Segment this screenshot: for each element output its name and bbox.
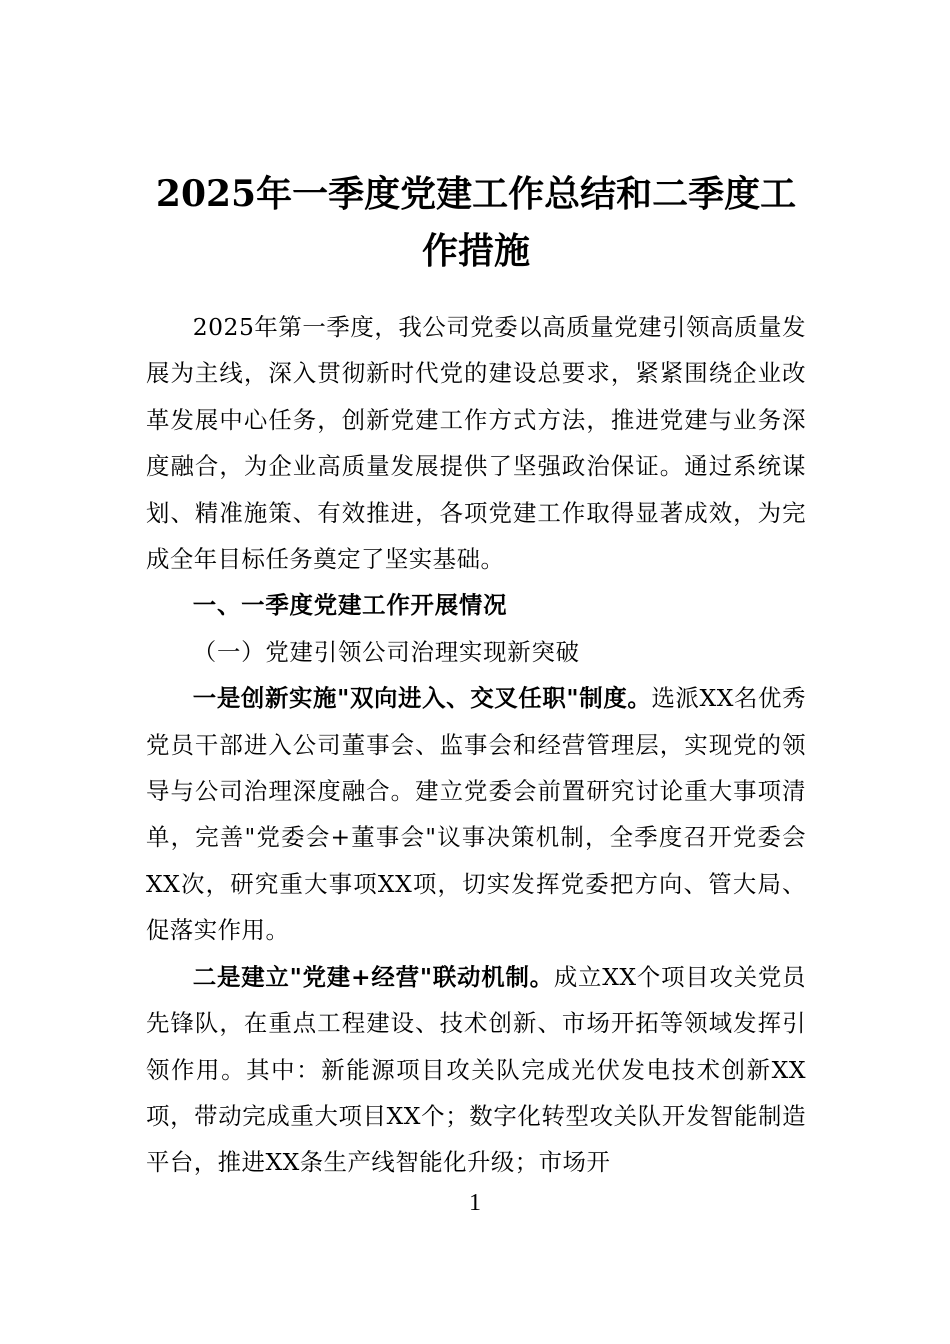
- point-2-lead: 二是建立"党建+经营"联动机制。: [192, 962, 554, 991]
- subsection-heading-1: （一）党建引领公司治理实现新突破: [192, 637, 580, 666]
- point-paragraph-1: [146, 675, 806, 953]
- section-heading-1: 一、一季度党建工作开展情况: [192, 591, 508, 620]
- page-number: 1: [469, 1190, 481, 1216]
- point-2-text: 成立XX个项目攻关党员先锋队，在重点工程建设、技术创新、市场开拓等领域发挥引领作用。其中：新能源项目攻关队完成光伏发电技术创新XX项，带动完成重大项目XX个；数字化转型攻关队开发智能制造平台，推进XX条生产线智能化升级；市场开: [146, 962, 806, 1177]
- point-1-lead: 一是创新实施"双向进入、交叉任职"制度。: [192, 684, 652, 713]
- document-body: [146, 304, 806, 1186]
- point-1-text: 选派XX名优秀党员干部进入公司董事会、监事会和经营管理层，实现党的领导与公司治理深度融合。建立党委会前置研究讨论重大事项清单，完善"党委会+董事会"议事决策机制，全季度召开党委会XX次，研究重大事项XX项，切实发挥党委把方向、管大局、促落实作用。: [146, 684, 807, 945]
- intro-paragraph: [146, 304, 806, 582]
- document-title: 2025年一季度党建工作总结和二季度工作措施: [155, 173, 797, 272]
- point-paragraph-2: [146, 954, 806, 1186]
- intro-text: 2025年第一季度，我公司党委以高质量党建引领高质量发展为主线，深入贯彻新时代党的建设总要求，紧紧围绕企业改革发展中心任务，创新党建工作方式方法，推进党建与业务深度融合，为企业高质量发展提供了坚强政治保证。通过系统谋划、精准施策、有效推进，各项党建工作取得显著成效，为完成全年目标任务奠定了坚实基础。: [146, 313, 806, 574]
